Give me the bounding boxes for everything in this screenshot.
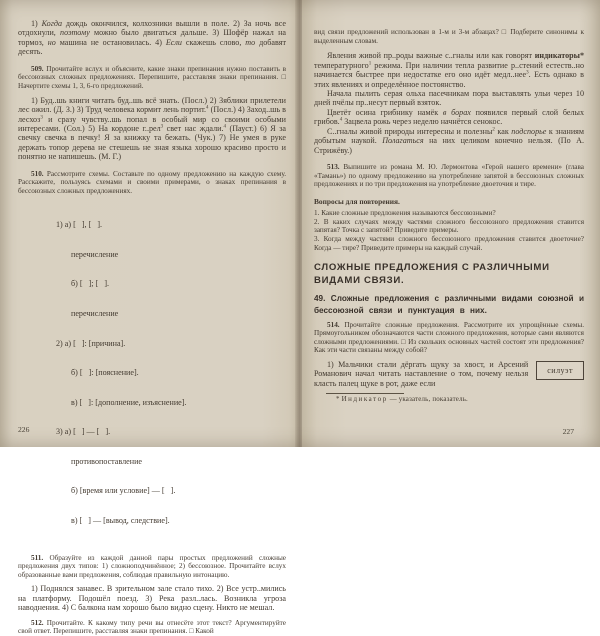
subsection-heading-49: 49. Сложные предложения с различными видами союзной и бессоюзной связи и пунктуация в них. — [314, 294, 584, 315]
scheme-line: в) [ ]: [дополнение, изъяснение]. — [71, 397, 187, 407]
exercise-511-instruction: 511. Образуйте из каждой данной пары простых предложений сложные предложения двух типов: 1) сложноподчинённое; 2) бессоюзное. Прочитайте вслух образованные вами предложения, соблюдая правильную интонацию. — [18, 553, 286, 579]
page-right-content — [314, 28, 584, 403]
nature-text-paragraph-3: Цветёт осина грибнику намёк в борах появился первый слой белых грибов.$^4$ Зацвела рожь через неделю начнётся сенокос. — [314, 107, 585, 127]
exercise-510-instruction: 510. Рассмотрите схемы. Составьте по одному предложению на каждую схему. Расскажите, пользуясь схемами и своими примерами, о знаках препинания в бессоюзных сложных предложениях. — [18, 169, 286, 195]
punctuation-schemes — [56, 201, 286, 546]
section-heading: СЛОЖНЫЕ ПРЕДЛОЖЕНИЯ С РАЗЛИЧНЫМИ ВИДАМИ СВЯЗИ. — [314, 262, 550, 286]
exercise-514-text — [314, 360, 584, 388]
vocab-word-box: силуэт — [536, 361, 584, 380]
intro-sentences-paragraph: 1) Когда дождь окончился, колхозники вышли в поле. 2) За ночь все отдохнули, поэтому можно было двигаться дальше. 3) Шофёр нажал на тормоз, но машина не остановилась. 4) Если скажешь слово, то добавят десять. — [18, 19, 286, 57]
scheme-line: б) [ ]; [ ]. — [71, 279, 110, 289]
exercise-513-instruction: 513. Выпишите из романа М. Ю. Лермонтова «Герой нашего времени» (глава «Тамань») по одному предложению на употребление запятой в бессоюзных сложных предложениях и по три предложения на употребление двоеточия и тире. — [314, 163, 584, 189]
scheme-label: перечисление — [71, 249, 119, 259]
scheme-line: б) [время или условие] — [ ]. — [71, 486, 176, 496]
scheme-line: в) [ ] — [вывод, следствие]. — [71, 516, 170, 526]
review-question-2: 2. В каких случаях между частями сложного бессоюзного предложения ставится запятая? Точка с запятой? Приведите примеры. — [314, 217, 584, 235]
review-question-1: 1. Какие сложные предложения называются бессоюзными? — [314, 208, 496, 217]
nature-text-paragraph-2: Начала пылить серая ольха пасечникам пора выставлять ульи через 10 дней пчёлы пр..несут первый взяток. — [314, 89, 584, 108]
nature-text-paragraph-4: С..гналы живой природы интересны и полезны$^2$ как подспорье к знаниям добытым наукой. Полагаться на них целиком конечно нельзя. (По А. Стрижёву.) — [314, 126, 585, 155]
page-left — [0, 0, 298, 636]
scheme-label: противопоставление — [71, 456, 143, 466]
scheme-line: 2) а) [ ]: [причина]. — [56, 338, 126, 348]
exercise-514-sentence: 1) Мальчики стали дёргать щуку за хвост, и Арсений Романович начал читать наставление о том, почему нельзя класть палец щуке в рот, даже если — [314, 359, 529, 388]
scheme-label: перечисление — [71, 308, 119, 318]
scheme-line: 1) а) [ ], [ ]. — [56, 220, 103, 230]
exercise-512-instruction: 512. Прочитайте. К какому типу речи вы отнесёте этот текст? Аргументируйте свой ответ. Перепишите, расставляя знаки препинания. □ Какой — [18, 618, 286, 636]
review-question-3: 3. Когда между частями сложного бессоюзного предложения ставится двоеточие? Когда — тире? Приведите примеры на каждый случай. — [314, 234, 584, 252]
nature-text-paragraph-1: Явления живой пр..роды важные с..гналы или как говорят индикаторы* температурного$^1$ режима. При наличии тепла развитие р..стений естеств..но начинается быстрее при недостатке его оно идёт медл..нее$^3$. Есть однако в этих явлениях и определённое постоянство. — [314, 51, 584, 89]
page-left-content — [18, 19, 286, 636]
footnote-divider — [326, 393, 404, 394]
page-number-left: 226 — [18, 425, 30, 434]
exercise-511-text: 1) Поднялся занавес. В зрительном зале стало тихо. 2) Все устр..мились на платформу. Подошёл поезд. 3) Река разл..лась. Возникла угроза наводнения. 4) С балкона нам хорошо было видно сцену. Никто не мешал. — [18, 584, 286, 613]
exercise-509-instruction: 509. Прочитайте вслух и объясните, какие знаки препинания нужно поставить в бессоюзных сложных предложениях. Перепишите, расставляя знаки препинания. □ Начертите схемы 1, 3, 6-го предложений. — [18, 64, 286, 90]
exercise-514-instruction: 514. Прочитайте сложные предложения. Рассмотрите их упрощённые схемы. Прямоугольником обозначаются части сложного предложения, которые сами являются сложными предложениями. □ Из скольких основных частей состоят эти предложения? Как эти части связаны между собой? — [314, 320, 584, 355]
scheme-line: 3) а) [ ] — [ ]. — [56, 427, 111, 437]
footnote-text: * Индикатор — указатель, показатель. — [336, 396, 468, 404]
exercise-509-text: 1) Буд..шь книги читать буд..шь всё знать. (Посл.) 2) Зяблики прилетели лес ожил. (Д. З.) 3) Труд человека кормит лень портит.$^4$ (Посл.) 4) Заход..шь в лесхоз$^3$ и сразу чувству..шь попал в особый мир со своими особыми интересами. (Сол.) 5) На кордоне г..рел$^3$ свет нас ждали.$^4$ (Пауст.) 6) Я за свечку свечка в печку! Я за книжку та бежать. (Чук.) 7) Не умея в руке держать топор дерева не стешешь не зная языка хорошо красиво просто и понятно не напишешь. (М. Г.) — [18, 95, 286, 162]
exercise-512-continuation: вид связи предложений использован в 1-м и 3-м абзацах? □ Подберите синонимы к выделенным словам. — [314, 28, 584, 45]
scheme-line: б) [ ]: [пояснение]. — [71, 368, 139, 378]
page-right — [302, 0, 600, 447]
review-questions-title: Вопросы для повторения. — [314, 196, 400, 206]
page-number-right: 227 — [562, 427, 574, 436]
